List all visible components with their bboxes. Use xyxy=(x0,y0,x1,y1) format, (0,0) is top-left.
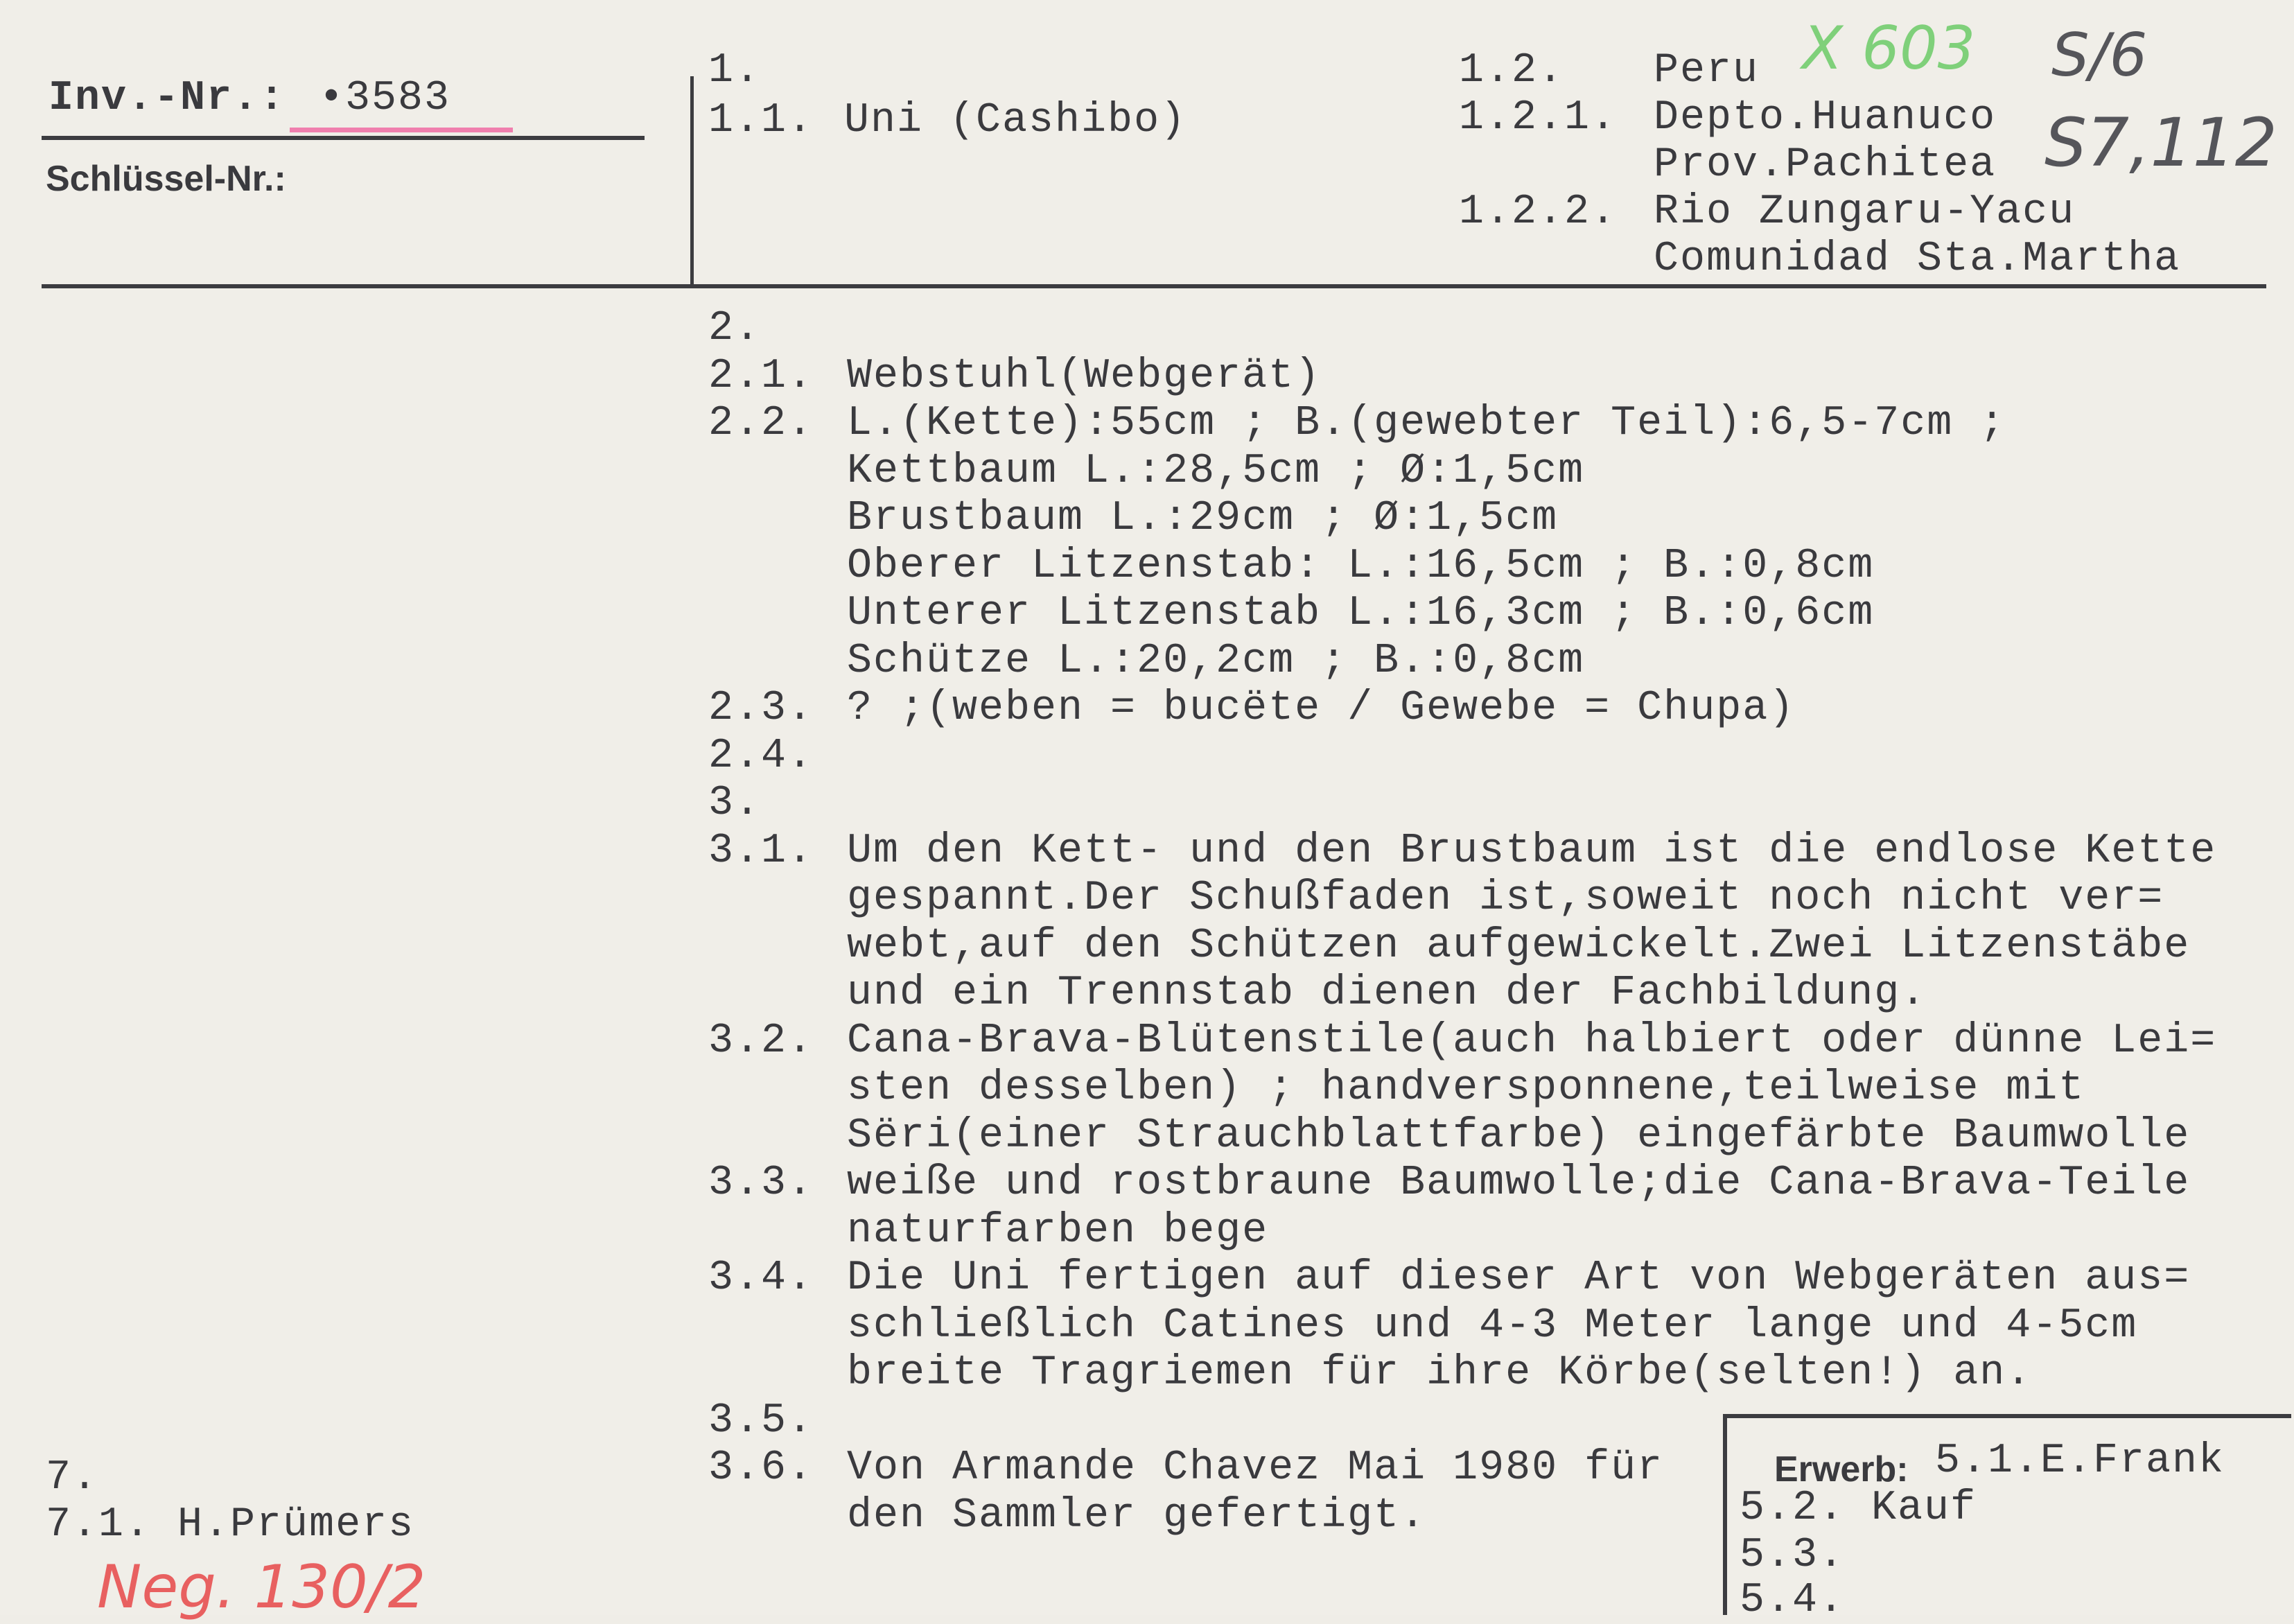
entry-number: 3.3. xyxy=(708,1160,814,1207)
section-1-1-num: 1.1. xyxy=(708,97,814,144)
header-divider xyxy=(690,76,694,288)
entry-number: 3.2. xyxy=(708,1017,814,1065)
header-rule xyxy=(42,284,2266,288)
entry-number: 3. xyxy=(708,780,762,827)
entry-text: Oberer Litzenstab: L.:16,5cm ; B.:0,8cm xyxy=(847,542,1875,590)
entry-text: webt,auf den Schützen aufgewickelt.Zwei Litzenstäbe xyxy=(847,922,2191,970)
acq-5-1: 5.1.E.Frank xyxy=(1935,1438,2225,1485)
entry-text: gespannt.Der Schußfaden ist,soweit noch nicht ver= xyxy=(847,875,2164,922)
acq-box-left xyxy=(1723,1414,1727,1615)
entry-text: Webstuhl(Webgerät) xyxy=(847,352,1322,400)
entry-text: Von Armande Chavez Mai 1980 für xyxy=(847,1444,1664,1492)
entry-number: 2.2. xyxy=(708,400,814,447)
acq-5-3: 5.3. xyxy=(1740,1532,1846,1579)
entry-text: breite Tragriemen für ihre Körbe(selten!) an. xyxy=(847,1350,2033,1397)
entry-text: sten desselben) ; handversponnene,teilweise mit xyxy=(847,1065,2085,1112)
inv-number: •3583 xyxy=(319,75,451,122)
river: Rio Zungaru-Yacu xyxy=(1654,189,2076,236)
handwritten-green-code: X 603 xyxy=(1802,14,1976,83)
section-1: 1. xyxy=(708,47,762,94)
country: Peru xyxy=(1654,47,1760,94)
acq-label: Erwerb: xyxy=(1774,1449,1909,1490)
acq-5-4: 5.4. xyxy=(1740,1577,1846,1624)
section-1-1-text: Uni (Cashibo) xyxy=(844,97,1187,144)
entry-text: Kettbaum L.:28,5cm ; Ø:1,5cm xyxy=(847,447,1585,495)
entry-text: schließlich Catines und 4-3 Meter lange und 4-5cm xyxy=(847,1302,2138,1350)
section-1-2-1-num: 1.2.1. xyxy=(1459,94,1618,141)
entry-number: 2.1. xyxy=(708,352,814,400)
handwritten-neg-number: Neg. 130/2 xyxy=(97,1553,426,1622)
community: Comunidad Sta.Martha xyxy=(1654,236,2181,283)
key-label: Schlüssel-Nr.: xyxy=(46,159,286,199)
entry-number: 3.4. xyxy=(708,1255,814,1302)
inv-label: Inv.-Nr.: xyxy=(49,75,286,122)
entry-number: 3.5. xyxy=(708,1397,814,1444)
entry-number: 2.3. xyxy=(708,685,814,732)
entry-text: Brustbaum L.:29cm ; Ø:1,5cm xyxy=(847,495,1559,542)
acq-5-2: 5.2. Kauf xyxy=(1740,1485,1977,1532)
inv-underline-highlight xyxy=(290,128,513,132)
entry-number: 2.4. xyxy=(708,732,814,780)
department: Depto.Huanuco xyxy=(1654,94,1997,141)
entry-text: den Sammler gefertigt. xyxy=(847,1492,1427,1539)
handwritten-shelf-bottom: S7,112 xyxy=(2045,104,2277,182)
handwritten-shelf-top: S/6 xyxy=(2051,21,2148,90)
section-7-1: 7.1. H.Prümers xyxy=(46,1501,415,1548)
entry-text: und ein Trennstab dienen der Fachbildung. xyxy=(847,970,1927,1017)
entry-text: Cana-Brava-Blütenstile(auch halbiert oder dünne Lei= xyxy=(847,1017,2217,1065)
entry-text: Sëri(einer Strauchblattfarbe) eingefärbte Baumwolle xyxy=(847,1112,2191,1160)
entry-text: weiße und rostbraune Baumwolle;die Cana-Brava-Teile xyxy=(847,1160,2191,1207)
entry-text: Unterer Litzenstab L.:16,3cm ; B.:0,6cm xyxy=(847,590,1875,637)
entry-number: 3.6. xyxy=(708,1444,814,1492)
entry-text: naturfarben bege xyxy=(847,1207,1269,1255)
entry-number: 3.1. xyxy=(708,827,814,875)
entry-text: Um den Kett- und den Brustbaum ist die endlose Kette xyxy=(847,827,2217,875)
entry-text: L.(Kette):55cm ; B.(gewebter Teil):6,5-7cm ; xyxy=(847,400,2006,447)
acq-box-top xyxy=(1723,1414,2291,1418)
entry-text: ? ;(weben = bucëte / Gewebe = Chupa) xyxy=(847,685,1796,732)
entry-text: Die Uni fertigen auf dieser Art von Webgeräten aus= xyxy=(847,1255,2191,1302)
inv-rule xyxy=(42,136,645,140)
section-1-2-num: 1.2. xyxy=(1459,47,1565,94)
entry-number: 2. xyxy=(708,305,762,352)
province: Prov.Pachitea xyxy=(1654,141,1997,189)
section-7: 7. xyxy=(46,1454,99,1501)
entry-text: Schütze L.:20,2cm ; B.:0,8cm xyxy=(847,637,1585,685)
section-1-2-2-num: 1.2.2. xyxy=(1459,189,1618,236)
